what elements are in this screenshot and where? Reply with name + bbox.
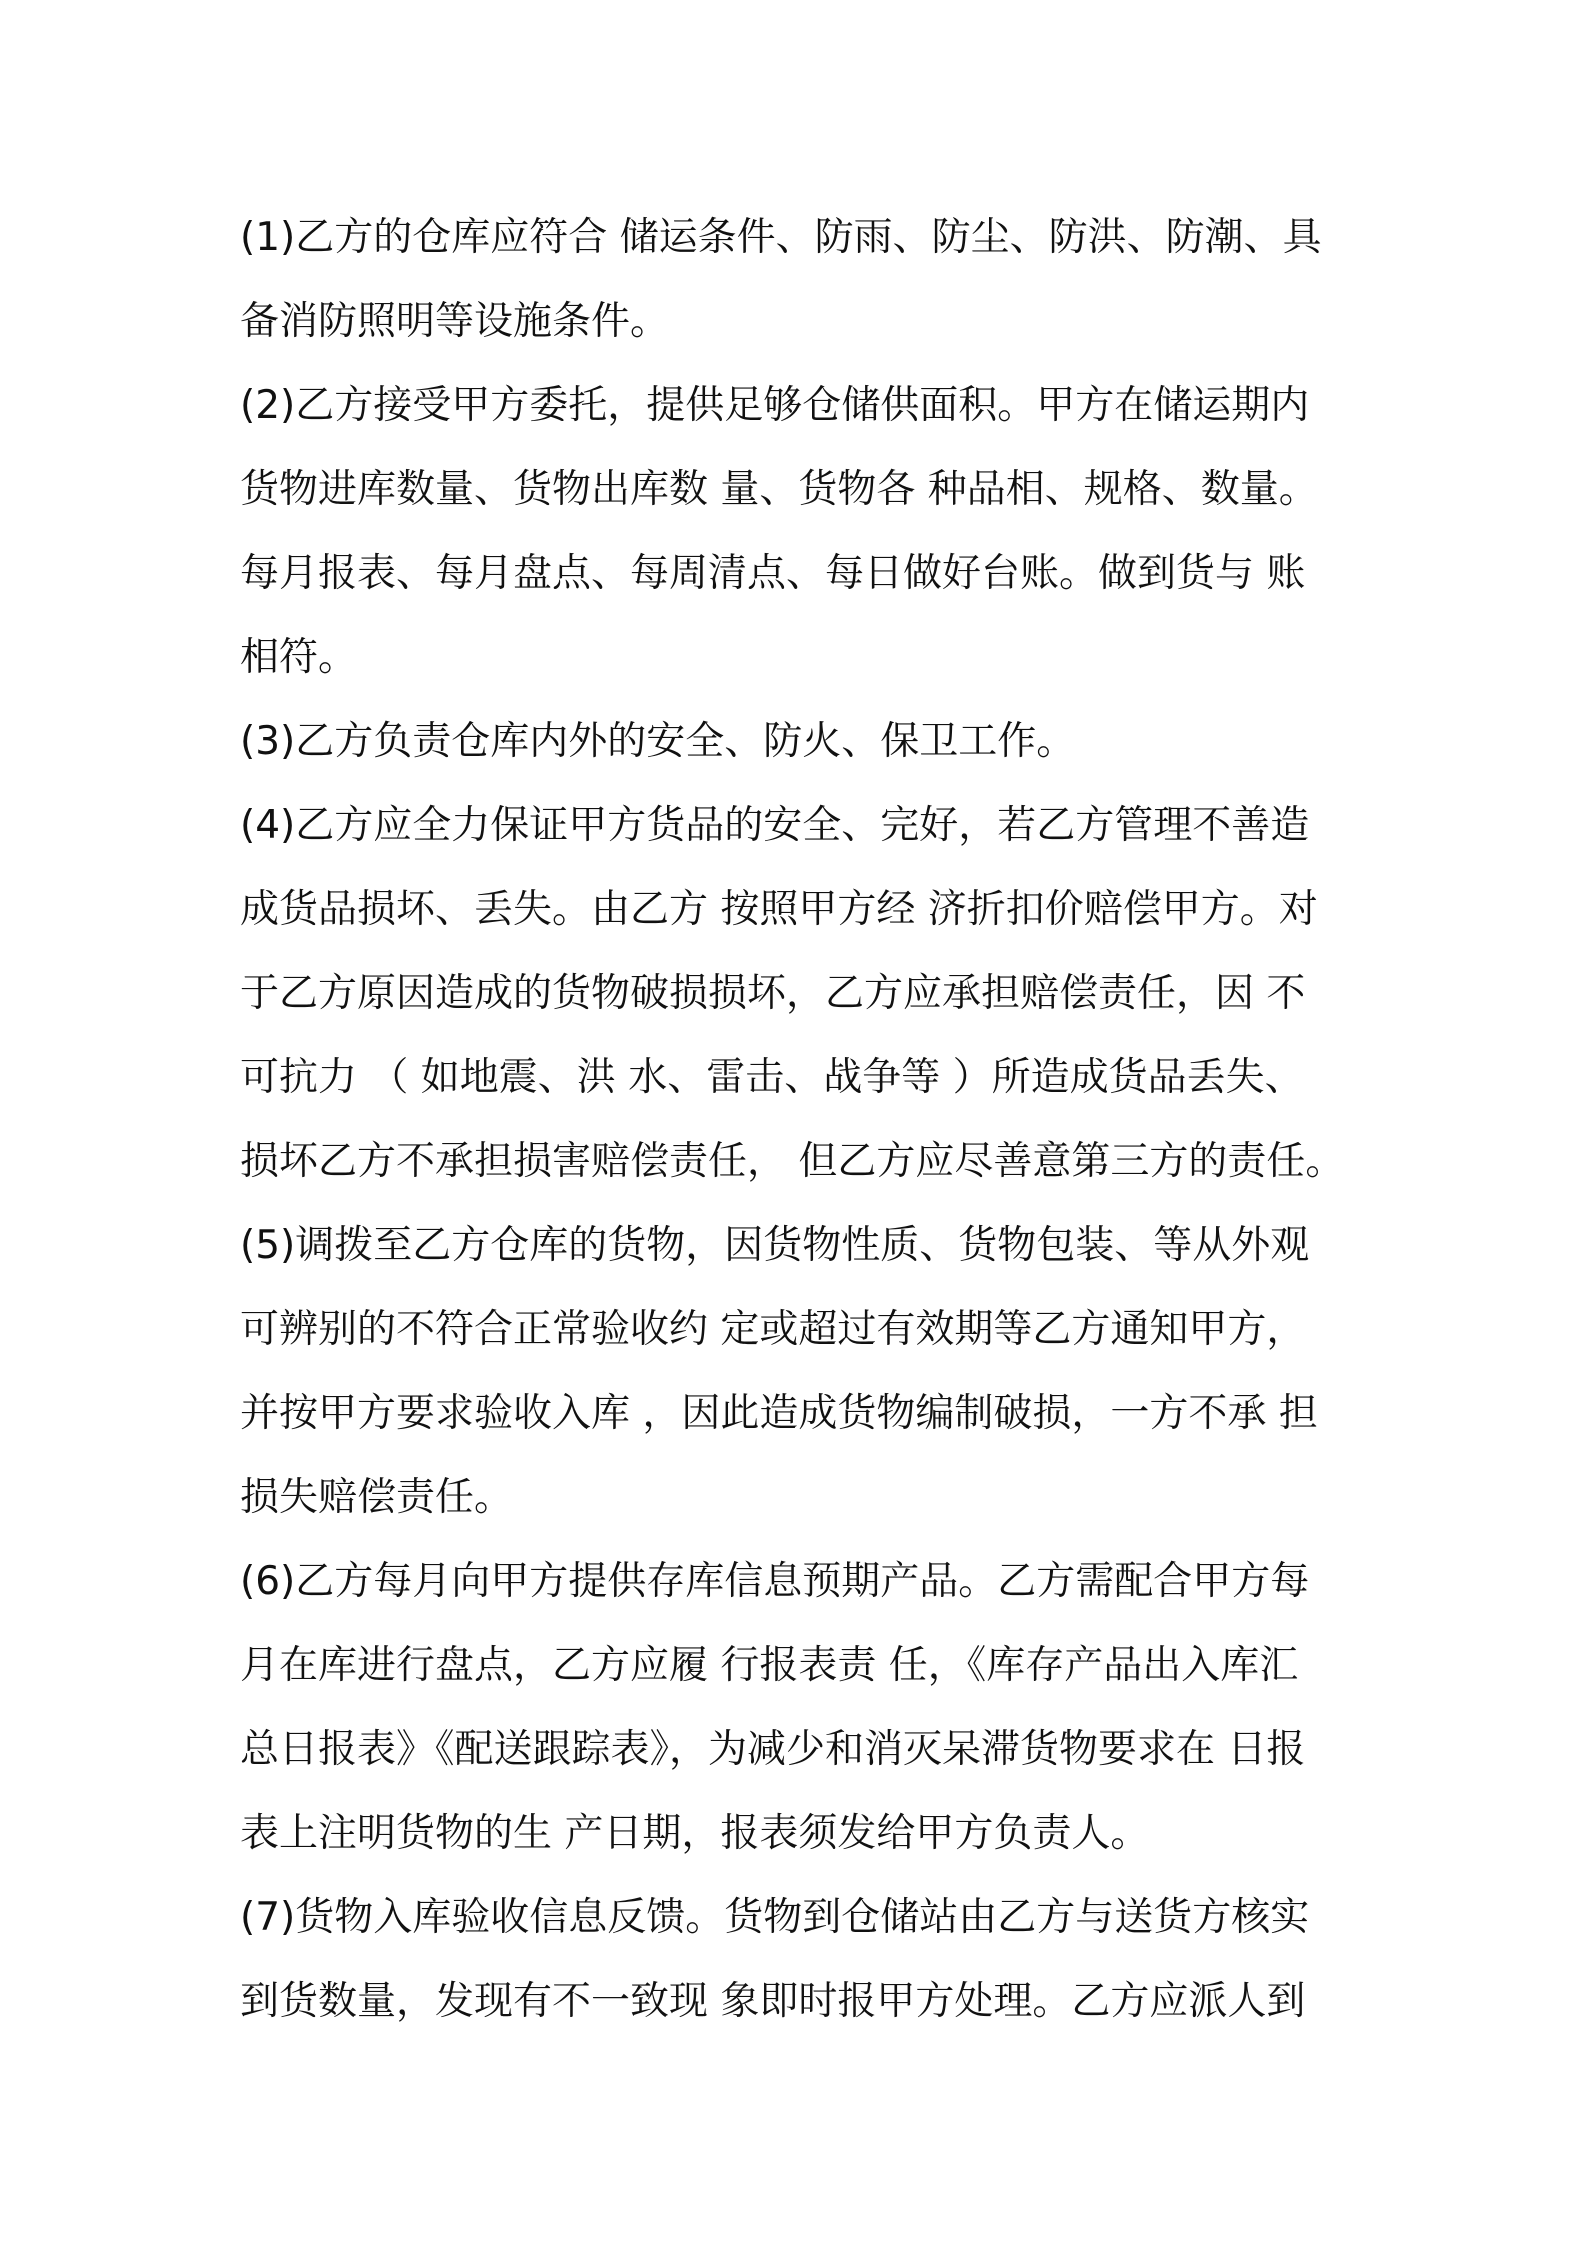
- text-line: 总日报表》《配送跟踪表》，为减少和消灭呆滞货物要求在 日报: [240, 1727, 1306, 1772]
- text-line: 每月报表、每月盘点、每周清点、每日做好台账。做到货与 账: [240, 551, 1306, 596]
- text-line: 备消防照明等设施条件。: [240, 299, 670, 344]
- text-line: 货物进库数量、货物出库数 量、货物各 种品相、规格、数量。: [240, 467, 1318, 512]
- text-line: (7)货物入库验收信息反馈。货物到仓储站由乙方与送货方核实: [240, 1895, 1310, 1940]
- document-body: [240, 196, 1360, 2044]
- text-line: (6)乙方每月向甲方提供存库信息预期产品。乙方需配合甲方每: [240, 1559, 1310, 1604]
- text-line: (5)调拨至乙方仓库的货物，因货物性质、货物包装、等从外观: [240, 1223, 1310, 1268]
- text-line: 损坏乙方不承担损害赔偿责任， 但乙方应尽善意第三方的责任。: [240, 1139, 1345, 1184]
- text-line: (1)乙方的仓库应符合 储运条件、防雨、防尘、防洪、防潮、具: [240, 215, 1322, 260]
- text-line: 并按甲方要求验收入库 ，因此造成货物编制破损，一方不承 担: [240, 1391, 1318, 1436]
- text-line: 可辨别的不符合正常验收约 定或超过有效期等乙方通知甲方，: [240, 1307, 1306, 1352]
- text-line: 月在库进行盘点，乙方应履 行报表责 任，《库存产品出入库汇: [240, 1643, 1299, 1688]
- text-line: 损失赔偿责任。: [240, 1475, 514, 1520]
- text-line: 表上注明货物的生 产日期，报表须发给甲方负责人。: [240, 1811, 1150, 1856]
- text-line: 于乙方原因造成的货物破损损坏，乙方应承担赔偿责任，因 不: [240, 971, 1306, 1016]
- text-line: 相符。: [240, 635, 358, 680]
- text-line: 可抗力 （ 如地震、洪 水、雷击、战争等 ）所造成货品丢失、: [240, 1055, 1304, 1100]
- text-line: (2)乙方接受甲方委托，提供足够仓储供面积。甲方在储运期内: [240, 383, 1310, 428]
- text-line: (3)乙方负责仓库内外的安全、防火、保卫工作。: [240, 719, 1076, 764]
- text-line: (4)乙方应全力保证甲方货品的安全、完好，若乙方管理不善造: [240, 803, 1310, 848]
- text-line: 到货数量，发现有不一致现 象即时报甲方处理。乙方应派人到: [240, 1979, 1306, 2024]
- text-line: 成货品损坏、丢失。由乙方 按照甲方经 济折扣价赔偿甲方。对: [240, 887, 1318, 932]
